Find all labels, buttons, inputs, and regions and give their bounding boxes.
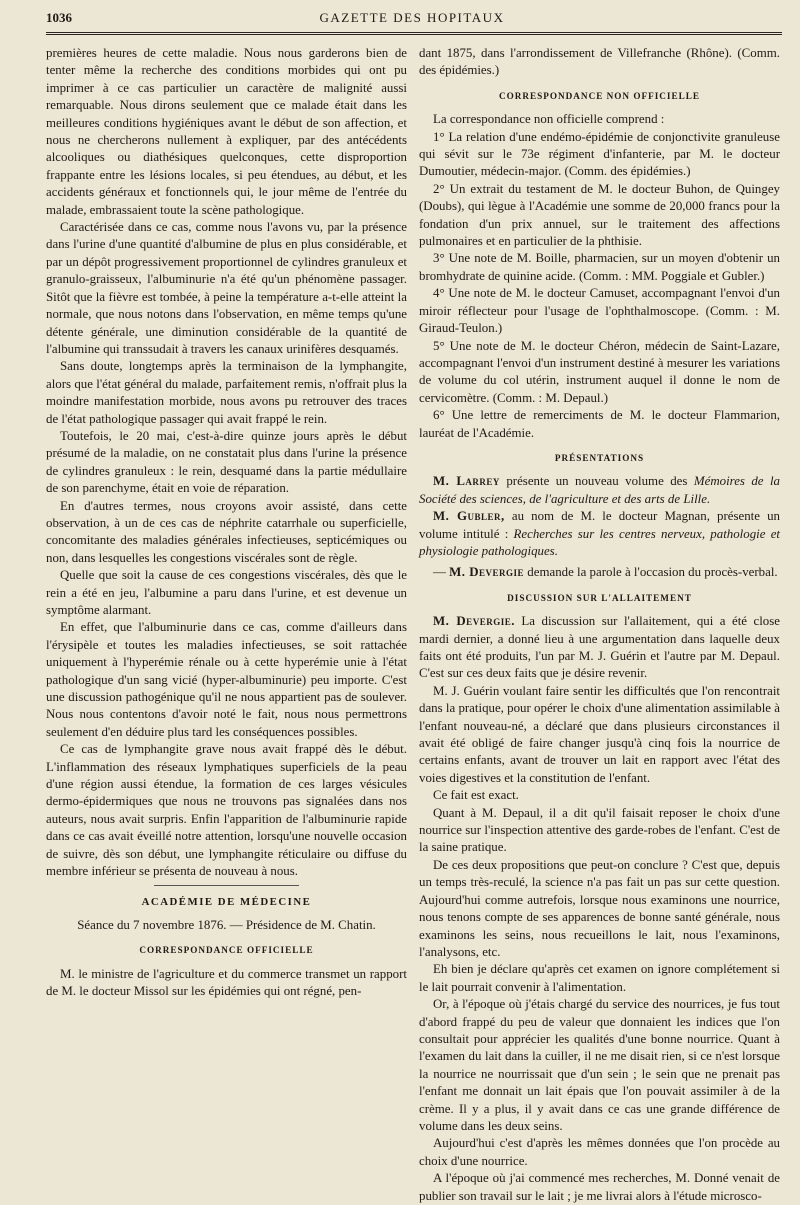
speaker-name: M. Gubler, (433, 509, 505, 524)
presentation-item (419, 473, 780, 508)
book-title: Recherches sur les centres nerveux, pathologie et physiologie pathologiques. (419, 526, 781, 558)
paragraph: Quant à M. Depaul, il a dit qu'il faisait reposer le choix d'une nourrice sur l'inspection attentive des garde-robes de l'enfant. C'est de la saine pratique. (419, 805, 780, 855)
paragraph: Toutefois, le 20 mai, c'est-à-dire quinze jours après le début présumé de la maladie, on ne constatait plus dans l'urine la présence de cylindres granuleux : le rein, desquamé dans la partie médullaire de son parenchyme, était en voie de réparation. (46, 428, 407, 496)
list-item: 3° Une note de M. Boille, pharmacien, sur un moyen d'obtenir un bromhydrate de quinine acide. (Comm. : MM. Poggiale et Gubler.) (419, 251, 780, 283)
paragraph: premières heures de cette maladie. Nous nous garderons bien de tenter même la recherche des conditions morbides qui ont pu imprimer à ce cas particulier un caractère de malignité aussi remarquable. Nous dirons seulement que ce malade était dans les meilleures conditions hygiéniques avant le début de son affection, et nous ne chercherons nullement à expliquer, par des antécédents alcooliques ou diathésiques quelconques, cette disproportion frappante entre les lésions locales, si peu étendues, au début, et les accidents généraux et fonctionnels qui, le jour même de l'entrée du malade, embrassaient toute la scène pathologique. (46, 46, 407, 217)
list-item: 2° Un extrait du testament de M. le docteur Buhon, de Quingey (Doubs), qui lègue à l'Académie une somme de 20,000 francs pour la fondation d'un prix annuel, sur le traitement des affections pulmonaires et en particulier de la phthisie. (419, 181, 780, 249)
paragraph: La correspondance non officielle comprend : (433, 112, 665, 127)
presentation-item (419, 508, 780, 560)
paragraph: En effet, que l'albuminurie dans ce cas, comme d'ailleurs dans l'érysipèle et toutes les maladies infectieuses, se soit rattachée uniquement à l'hyperémie rénale ou à cette hyperémie unie à l'état pathologique d'un sang vicié (hyper-albuminurie) peu importe. C'est une discussion pathogénique qu'il ne nous appartient pas de soulever. Nous nous contentons d'avoir noté le fait, nous nous permettrons seulement d'en déduire plus tard les conséquences possibles. (46, 620, 407, 739)
paragraph: M. J. Guérin voulant faire sentir les difficultés que l'on rencontrait dans la pratique, pour opérer le choix d'une alimentation assimilable à l'enfant nouveau-né, a déclaré que dans plusieurs circonstances il avait été obligé de faire changer jusqu'à cinq fois la nourrice de certains enfants, avant de trouver un lait en rapport avec l'état des voies digestives et la constitution de l'enfant. (419, 683, 780, 785)
speaker-name: M. Larrey (433, 474, 500, 489)
paragraph-text: demande la parole à l'occasion du procès-verbal. (524, 565, 778, 580)
right-column (419, 45, 781, 1203)
paragraph: dant 1875, dans l'arrondissement de Villefranche (Rhône). (Comm. des épidémies.) (419, 46, 780, 78)
journal-title: GAZETTE DES HOPITAUX (319, 10, 505, 25)
paragraph: Eh bien je déclare qu'après cet examen on ignore complétement si le lait pourrait convenir à l'alimentation. (419, 962, 780, 994)
section-title-academie: ACADÉMIE DE MÉDECINE (141, 895, 312, 908)
page-header (46, 10, 782, 26)
seance-dateline: Séance du 7 novembre 1876. — Présidence de M. Chatin. (77, 917, 376, 932)
paragraph: Sans doute, longtemps après la terminaison de la lymphangite, alors que l'état général du malade, parfaitement remis, n'offrait plus la moindre manifestation morbide, nous avons pu retrouver des traces de l'état pathologique passager qui avait frappé le rein. (46, 359, 407, 426)
paragraph-text: La discussion sur l'allaitement, qui a été close mardi dernier, a donné lieu à une argumentation dans laquelle deux faits ont été produits, l'un par M. J. Guérin et l'autre par M. Depaul. C'est sur ces deux faits que je désire revenir. (419, 614, 780, 681)
section-title-discussion: DISCUSSION SUR L'ALLAITEMENT (507, 592, 692, 603)
section-title-presentations: PRÉSENTATIONS (554, 452, 645, 463)
paragraph: Quelle que soit la cause de ces congestions viscérales, dès que le rein a été en jeu, l'albumine a paru dans l'urine, et est devenue un symptôme alarmant. (46, 568, 407, 617)
speaker-name: M. Devergie (449, 565, 525, 580)
paragraph: Caractérisée dans ce cas, comme nous l'avons vu, par la présence dans l'urine d'une quantité d'albumine de plus en plus considérable, et par un dépôt progressivement proportionnel de cylindres granuleux et granulo-graisseux, l'albuminurie n'a été qu'un phénomène passager. Sitôt que la fièvre est tombée, à peine la température a-t-elle atteint la normale, que nous notons dans l'observation, en même temps qu'une détente générale, une diminution considérable de la quantité de l'albumine qui transsudait à travers les canaux urinifères desquamés. (46, 220, 407, 356)
list-item: 4° Une note de M. le docteur Camuset, accompagnant l'envoi d'un miroir réflecteur pour l'usage de l'ophthalmoscope. (Comm. : M. Giraud-Teulon.) (419, 286, 780, 336)
paragraph-text: présente un nouveau volume des (499, 474, 694, 489)
paragraph: Ce cas de lymphangite grave nous avait frappé dès le début. L'inflammation des réseaux lymphatiques superficiels de la peau d'une région aussi étendue, la formation de ces larges vésicules dermo-épidermiques que nous ne trouvons pas signalées dans nos auteurs, nous avait surpris. Enfin l'apparition de l'albuminurie rapide dans ce cas avait éveillé notre attention, lorsqu'une nouvelle occasion de suivre, dès son début, une lymphangite réticulaire ou diffuse du membre inférieur se présenta de nouveau à nous. (46, 742, 407, 879)
paragraph: Ce fait est exact. (433, 788, 519, 803)
book-title: Mémoires de la Société des sciences, de l'agriculture et des arts de Lille. (419, 474, 780, 506)
paragraph: M. le ministre de l'agriculture et du commerce transmet un rapport de M. le docteur Missol sur les épidémies qui ont régné, pen- (46, 966, 407, 999)
dash: — (433, 565, 450, 580)
paragraph: Aujourd'hui c'est d'après les mêmes données que l'on procède au choix d'une nourrice. (419, 1136, 780, 1168)
list-item: 5° Une note de M. le docteur Chéron, médecin de Saint-Lazare, accompagnant l'envoi d'un instrument destiné à mesurer les variations de volume du col utérin, instrument auquel il donne le nom de cervicomètre. (Comm. : M. Depaul.) (419, 338, 780, 405)
header-rule (46, 32, 782, 35)
paragraph: De ces deux propositions que peut-on conclure ? C'est que, depuis un temps très-reculé, la science n'a pas fait un pas sur cette question. Aujourd'hui comme autrefois, lorsque nous examinons une nourrice, nous tenons compte de ses apparences de bonne santé générale, nous examinons les seins, nous recueillons le lait, nous l'examinons, l'analysons, etc. (419, 857, 780, 959)
section-title-correspondance: CORRESPONDANCE OFFICIELLE (139, 945, 314, 956)
speaker-name: M. Devergie. (433, 614, 515, 629)
paragraph-text: au nom de M. le docteur Magnan, présente un volume intitulé : (419, 509, 780, 541)
list-item: 6° Une lettre de remerciments de M. le docteur Flammarion, lauréat de l'Académie. (419, 408, 780, 440)
section-title-non-officielle: CORRESPONDANCE NON OFFICIELLE (498, 90, 701, 101)
section-divider (154, 885, 298, 886)
paragraph: En d'autres termes, nous croyons avoir assisté, dans cette observation, à un de ces cas de néphrite catarrhale ou superficielle, concomitante des maladies générales infectieuses, septicémiques ou non, dans lesquelles les congestions viscérales sont de règle. (46, 498, 407, 565)
paragraph: Or, à l'époque où j'étais chargé du service des nourrices, je fus tout d'abord frappé du peu de valeur que donnaient les indices que l'on consultait pour apprécier les qualités d'une bonne nourrice. Quant à l'examen du lait dans la cuiller, il ne me disait rien, si ce n'est lorsque la nourrice ne nourrissait que d'un sein ; le sein que ne prenait pas l'enfant me donnait un lait épais que l'on pouvait assimiler à de la crème. Il y a plus, il y avait dans ce cas une grande différence de volume dans les deux seins. (419, 997, 780, 1133)
left-column (46, 45, 407, 1150)
presentation-item (419, 564, 780, 581)
list-item: 1° La relation d'une endémo-épidémie de conjonctivite granuleuse qui sévit sur le 73e régiment d'infanterie, par M. le docteur Dumoutier, médecin-major. (Comm. des épidémies.) (419, 129, 780, 179)
page-number: 1036 (46, 10, 72, 25)
paragraph (419, 613, 780, 683)
paragraph: A l'époque où j'ai commencé mes recherches, M. Donné venait de publier son travail sur le lait ; je me livrai alors à l'étude microsco- (419, 1171, 780, 1203)
